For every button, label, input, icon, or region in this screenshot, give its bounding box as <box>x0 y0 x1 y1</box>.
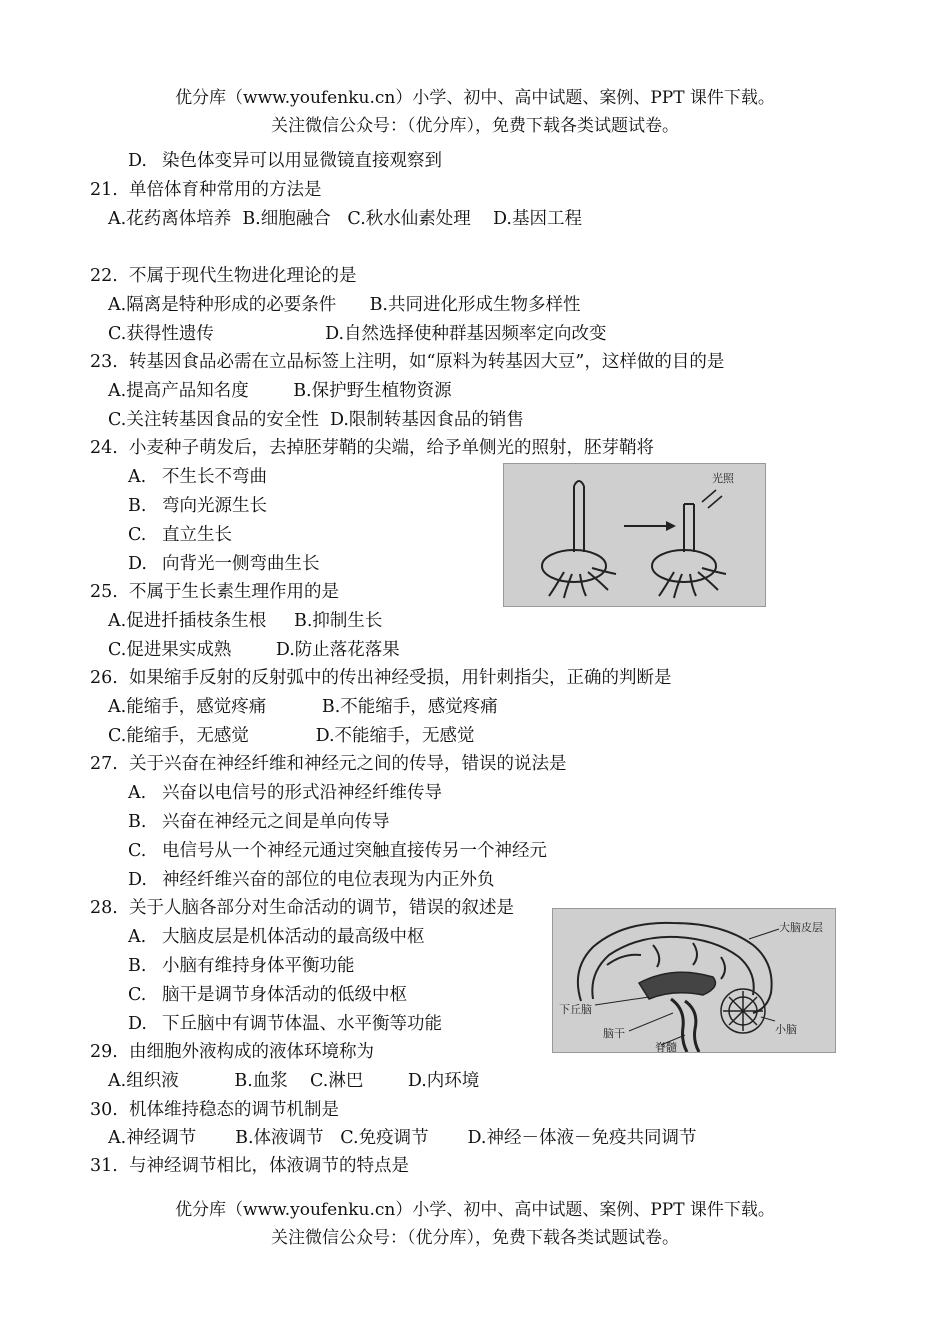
hypothalamus-label: 下丘脑 <box>559 1003 592 1016</box>
option-text: 神经纤维兴奋的部位的电位表现为内正外负 <box>162 870 495 890</box>
seedling-decapitated <box>652 504 726 598</box>
q21-stem: 21. 单倍体育种常用的方法是 <box>90 180 322 200</box>
option-text: 兴奋在神经元之间是单向传导 <box>162 812 390 832</box>
option-text: 脑干是调节身体活动的低级中枢 <box>162 985 407 1005</box>
q29-stem: 29. 由细胞外液构成的液体环境称为 <box>90 1042 374 1062</box>
spinal-cord-label: 脊髓 <box>655 1041 677 1052</box>
option-text: 向背光一侧弯曲生长 <box>162 554 320 574</box>
option-text: 电信号从一个神经元通过突触直接传另一个神经元 <box>162 841 547 861</box>
light-arrows-icon <box>702 490 722 508</box>
q23-stem: 23. 转基因食品必需在立品标签上注明，如“原料为转基因大豆”，这样做的目的是 <box>90 352 725 372</box>
q28-stem: 28. 关于人脑各部分对生命活动的调节，错误的叙述是 <box>90 898 514 918</box>
q28-option-b <box>128 952 355 980</box>
thalamus-shape <box>639 972 715 999</box>
q28-option-c <box>128 981 407 1009</box>
q23-options-row1: A.提高产品知名度 B.保护野生植物资源 <box>108 381 452 401</box>
option-text: 下丘脑中有调节体温、水平衡等功能 <box>162 1014 442 1034</box>
option-letter: B. <box>128 956 147 976</box>
brain-diagram <box>553 909 835 1052</box>
q28-option-d <box>128 1010 442 1038</box>
q28-option-a <box>128 923 425 951</box>
footer-line-2: 关注微信公众号：（优分库），免费下载各类试题试卷。 <box>271 1228 679 1248</box>
option-letter: B. <box>128 496 147 516</box>
q20-option-d <box>128 147 442 175</box>
footer-line-1: 优分库（www.youfenku.cn）小学、初中、高中试题、案例、PPT 课件下载。 <box>175 1200 775 1220</box>
option-letter: B. <box>128 812 147 832</box>
q22-options-row2: C.获得性遗传 D.自然选择使种群基因频率定向改变 <box>108 324 607 344</box>
q25-options-row2: C.促进果实成熟 D.防止落花落果 <box>108 640 400 660</box>
cortex-label: 大脑皮层 <box>779 921 823 934</box>
option-letter: A. <box>128 783 147 803</box>
option-text: 小脑有维持身体平衡功能 <box>162 956 355 976</box>
q31-stem: 31. 与神经调节相比，体液调节的特点是 <box>90 1156 409 1176</box>
option-text: 直立生长 <box>162 525 232 545</box>
option-letter: A. <box>128 927 147 947</box>
option-text: 大脑皮层是机体活动的最高级中枢 <box>162 927 425 947</box>
q27-option-d <box>128 866 495 894</box>
option-text: 染色体变异可以用显微镜直接观察到 <box>162 151 442 171</box>
coleoptile-diagram <box>504 464 765 606</box>
q30-options: A.神经调节 B.体液调节 C.免疫调节 D.神经－体液－免疫共同调节 <box>108 1128 697 1148</box>
option-text: 兴奋以电信号的形式沿神经纤维传导 <box>162 783 442 803</box>
q24-option-a <box>128 463 267 491</box>
option-text: 弯向光源生长 <box>162 496 267 516</box>
option-letter: C. <box>128 525 147 545</box>
q27-option-c <box>128 837 547 865</box>
option-letter: D. <box>128 870 147 890</box>
q23-options-row2: C.关注转基因食品的安全性 D.限制转基因食品的销售 <box>108 410 524 430</box>
option-text: 不生长不弯曲 <box>162 467 267 487</box>
seedling-intact <box>542 481 616 598</box>
q24-option-c <box>128 521 232 549</box>
q24-option-b <box>128 492 267 520</box>
option-letter: D. <box>128 554 147 574</box>
q26-options-row2: C.能缩手，无感觉 D.不能缩手，无感觉 <box>108 726 475 746</box>
brainstem-label: 脑干 <box>603 1027 625 1040</box>
q22-stem: 22. 不属于现代生物进化理论的是 <box>90 266 357 286</box>
q21-options: A.花药离体培养 B.细胞融合 C.秋水仙素处理 D.基因工程 <box>108 209 582 229</box>
q24-option-d <box>128 550 320 578</box>
q25-stem: 25. 不属于生长素生理作用的是 <box>90 582 339 602</box>
q25-options-row1: A.促进扦插枝条生根 B.抑制生长 <box>108 611 383 631</box>
light-label: 光照 <box>712 472 734 485</box>
q22-options-row1: A.隔离是特种形成的必要条件 B.共同进化形成生物多样性 <box>108 295 581 315</box>
arrow-icon <box>624 521 676 531</box>
cerebellum-shape <box>721 989 765 1033</box>
option-letter: D. <box>128 151 147 171</box>
cerebellum-label: 小脑 <box>775 1023 797 1036</box>
option-letter: C. <box>128 985 147 1005</box>
brain-figure <box>552 908 836 1053</box>
coleoptile-figure <box>503 463 766 607</box>
q27-option-b <box>128 808 390 836</box>
option-letter: C. <box>128 841 147 861</box>
q27-option-a <box>128 779 442 807</box>
option-letter: D. <box>128 1014 147 1034</box>
option-letter: A. <box>128 467 147 487</box>
header-line-1: 优分库（www.youfenku.cn）小学、初中、高中试题、案例、PPT 课件下载。 <box>175 88 775 108</box>
header-line-2: 关注微信公众号：（优分库），免费下载各类试题试卷。 <box>271 116 679 136</box>
q30-stem: 30. 机体维持稳态的调节机制是 <box>90 1100 339 1120</box>
q26-stem: 26. 如果缩手反射的反射弧中的传出神经受损，用针刺指尖，正确的判断是 <box>90 668 672 688</box>
q27-stem: 27. 关于兴奋在神经纤维和神经元之间的传导，错误的说法是 <box>90 754 567 774</box>
q29-options: A.组织液 B.血浆 C.淋巴 D.内环境 <box>108 1071 480 1091</box>
spinal-cord-shape <box>685 1001 699 1052</box>
q24-stem: 24. 小麦种子萌发后，去掉胚芽鞘的尖端，给予单侧光的照射，胚芽鞘将 <box>90 438 654 458</box>
q26-options-row1: A.能缩手，感觉疼痛 B.不能缩手，感觉疼痛 <box>108 697 498 717</box>
